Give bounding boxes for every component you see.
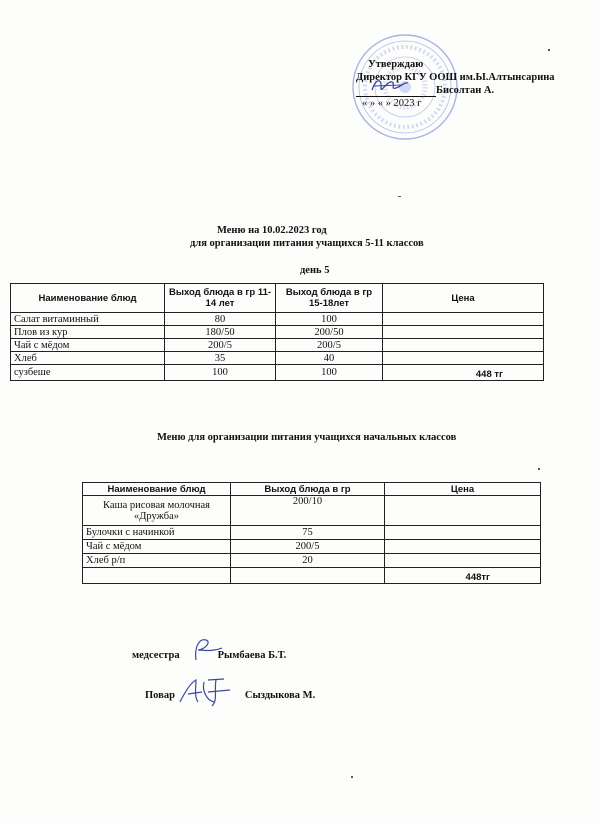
price-cell — [383, 313, 544, 326]
scan-speck — [351, 776, 353, 778]
table-header-row — [83, 483, 541, 496]
director-signature — [368, 74, 410, 96]
output: 75 — [231, 526, 385, 540]
approval-date: « » « » 2023 г — [362, 98, 422, 109]
header-price: Цена — [385, 483, 541, 496]
cook-role: Повар — [145, 690, 175, 701]
total-price: 448 тг — [383, 365, 544, 381]
dish-name: Салат витаминный — [11, 313, 165, 326]
output-11-14: 100 — [165, 365, 276, 381]
table-row — [11, 313, 544, 326]
approval-director: Директор КГУ ООШ им.Ы.Алтынсарина — [356, 72, 555, 83]
dish-name: Каша рисовая молочная «Дружба» — [83, 496, 231, 526]
price-cell — [385, 554, 541, 568]
output-11-14: 180/50 — [165, 326, 276, 339]
menu-table-grades-5-11 — [10, 283, 544, 381]
output: 200/10 — [231, 496, 385, 526]
nurse-name: Рымбаева Б.Т. — [217, 650, 287, 661]
nurse-signature — [190, 636, 224, 662]
table-row — [83, 540, 541, 554]
price-cell — [385, 526, 541, 540]
primary-menu-title: Меню для организации питания учащихся начальных классов — [157, 432, 457, 443]
price-cell — [385, 540, 541, 554]
output-15-18: 200/50 — [276, 326, 383, 339]
price-cell — [383, 352, 544, 365]
output-15-18: 100 — [276, 313, 383, 326]
header-price: Цена — [383, 284, 544, 313]
dish-name: Чай с мёдом — [83, 540, 231, 554]
price-cell — [383, 339, 544, 352]
table-row — [83, 568, 541, 584]
output-11-14: 200/5 — [165, 339, 276, 352]
scan-speck — [398, 196, 401, 197]
table-row — [83, 526, 541, 540]
table-row — [83, 554, 541, 568]
nurse-role: медсестра — [132, 650, 180, 661]
header-dish-name: Наименование блюд — [11, 284, 165, 313]
output: 20 — [231, 554, 385, 568]
menu-day: день 5 — [300, 265, 330, 276]
table-row — [83, 496, 541, 526]
empty-cell — [83, 568, 231, 584]
cook-name: Сыздыкова М. — [244, 690, 316, 701]
price-cell — [383, 326, 544, 339]
dish-name: Булочки с начинкой — [83, 526, 231, 540]
output-15-18: 100 — [276, 365, 383, 381]
output-11-14: 80 — [165, 313, 276, 326]
header-output-11-14: Выход блюда в гр 11-14 лет — [165, 284, 276, 313]
table-row — [11, 352, 544, 365]
menu-title: Меню на 10.02.2023 год — [217, 225, 327, 236]
menu-table-primary — [82, 482, 541, 584]
table-row — [11, 365, 544, 381]
header-output-15-18: Выход блюда в гр 15-18лет — [276, 284, 383, 313]
dish-name: Плов из кур — [11, 326, 165, 339]
output-15-18: 40 — [276, 352, 383, 365]
approval-director-name: Бисолтан А. — [436, 85, 495, 96]
cook-signature — [178, 676, 234, 708]
header-dish-name: Наименование блюд — [83, 483, 231, 496]
dish-name: сузбеше — [11, 365, 165, 381]
scan-speck — [538, 468, 540, 470]
approval-label: Утверждаю — [368, 59, 424, 70]
price-cell — [385, 496, 541, 526]
total-price: 448тг — [385, 568, 541, 584]
output: 200/5 — [231, 540, 385, 554]
dish-name: Хлеб — [11, 352, 165, 365]
scan-speck — [548, 49, 550, 51]
output-15-18: 200/5 — [276, 339, 383, 352]
dish-name: Чай с мёдом — [11, 339, 165, 352]
empty-cell — [231, 568, 385, 584]
output-11-14: 35 — [165, 352, 276, 365]
menu-subtitle: для организации питания учащихся 5-11 классов — [190, 238, 424, 249]
table-row — [11, 326, 544, 339]
table-header-row — [11, 284, 544, 313]
table-row — [11, 339, 544, 352]
dish-name: Хлеб р/п — [83, 554, 231, 568]
header-output: Выход блюда в гр — [231, 483, 385, 496]
